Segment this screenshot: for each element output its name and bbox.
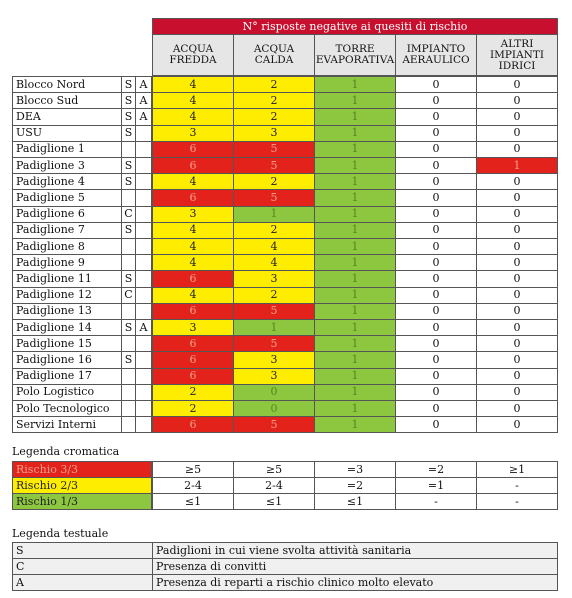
risk-value-cell: 1: [314, 92, 396, 109]
risk-value-cell: 1: [314, 270, 396, 287]
color-legend-threshold: -: [476, 477, 558, 494]
risk-value-cell: 0: [476, 92, 558, 109]
risk-value-cell: 0: [395, 76, 477, 93]
risk-value-cell: 0: [476, 222, 558, 239]
risk-value-cell: 6: [152, 189, 234, 206]
activity-code-s: [121, 400, 136, 417]
activity-code-a: A: [135, 92, 152, 109]
column-header-text: CALDA: [254, 54, 294, 66]
risk-value-cell: 0: [476, 319, 558, 336]
risk-value-cell: 3: [152, 319, 234, 336]
activity-code-s: [121, 238, 136, 255]
activity-code-s: [121, 303, 136, 320]
activity-code-a: [135, 335, 152, 352]
risk-value-cell: 0: [395, 287, 477, 304]
row-label: Blocco Sud: [12, 92, 122, 109]
color-legend-threshold: =2: [314, 477, 396, 494]
row-label: Padiglione 15: [12, 335, 122, 352]
risk-value-cell: 1: [314, 303, 396, 320]
column-header: [395, 34, 477, 76]
risk-value-cell: 0: [476, 303, 558, 320]
risk-value-cell: 1: [314, 238, 396, 255]
risk-value-cell: 0: [395, 400, 477, 417]
column-header-text: EVAPORATIVA: [315, 54, 395, 66]
activity-code-s: [121, 141, 136, 158]
risk-value-cell: 0: [395, 206, 477, 223]
risk-value-cell: 0: [476, 125, 558, 142]
activity-code-s: C: [121, 287, 136, 304]
activity-code-s: S: [121, 173, 136, 190]
row-label: Padiglione 7: [12, 222, 122, 239]
column-header-text: FREDDA: [169, 54, 217, 66]
main-title: N° risposte negative ai quesiti di rischio: [152, 18, 558, 35]
activity-code-s: S: [121, 125, 136, 142]
column-header-text: TORRE: [335, 43, 375, 55]
activity-code-s: [121, 335, 136, 352]
risk-value-cell: 3: [152, 206, 234, 223]
activity-code-s: S: [121, 222, 136, 239]
activity-code-a: [135, 238, 152, 255]
color-legend-label: Rischio 1/3: [12, 493, 152, 510]
row-label: Padiglione 1: [12, 141, 122, 158]
risk-value-cell: 4: [152, 76, 234, 93]
activity-code-s: S: [121, 319, 136, 336]
color-legend-threshold: -: [476, 493, 558, 510]
activity-code-a: [135, 351, 152, 368]
column-header-text: IDRICI: [498, 59, 536, 72]
risk-value-cell: 6: [152, 368, 234, 385]
risk-value-cell: 0: [476, 254, 558, 271]
color-legend-label: Rischio 2/3: [12, 477, 152, 494]
risk-value-cell: 2: [233, 287, 315, 304]
risk-value-cell: 3: [233, 368, 315, 385]
row-label: Blocco Nord: [12, 76, 122, 93]
risk-value-cell: 0: [395, 125, 477, 142]
column-header: [233, 34, 315, 76]
color-legend-threshold: =3: [314, 461, 396, 478]
risk-value-cell: 2: [152, 384, 234, 401]
risk-value-cell: 0: [476, 287, 558, 304]
risk-value-cell: 0: [476, 384, 558, 401]
risk-value-cell: 4: [152, 92, 234, 109]
column-header-text: ALTRI: [500, 37, 534, 50]
risk-value-cell: 3: [152, 125, 234, 142]
row-label: Padiglione 5: [12, 189, 122, 206]
risk-value-cell: 5: [233, 416, 315, 433]
risk-value-cell: 0: [395, 254, 477, 271]
activity-code-s: S: [121, 76, 136, 93]
risk-value-cell: 0: [395, 189, 477, 206]
column-header-text: AERAULICO: [402, 54, 470, 66]
risk-value-cell: 0: [476, 76, 558, 93]
activity-code-a: A: [135, 319, 152, 336]
risk-value-cell: 4: [152, 254, 234, 271]
color-legend-threshold: ≥5: [152, 461, 234, 478]
row-label: Servizi Interni: [12, 416, 122, 433]
risk-value-cell: 1: [314, 76, 396, 93]
color-legend-threshold: ≤1: [152, 493, 234, 510]
risk-value-cell: 0: [476, 173, 558, 190]
risk-value-cell: 1: [314, 335, 396, 352]
risk-value-cell: 1: [314, 141, 396, 158]
color-legend-threshold: ≤1: [233, 493, 315, 510]
risk-value-cell: 0: [476, 416, 558, 433]
color-legend-title: Legenda cromatica: [12, 445, 120, 458]
risk-value-cell: 4: [233, 254, 315, 271]
risk-value-cell: 2: [152, 400, 234, 417]
risk-value-cell: 0: [395, 108, 477, 125]
risk-value-cell: 1: [314, 416, 396, 433]
risk-value-cell: 0: [395, 157, 477, 174]
risk-value-cell: 0: [476, 189, 558, 206]
column-header: [476, 34, 558, 76]
row-label: DEA: [12, 108, 122, 125]
row-label: USU: [12, 125, 122, 142]
risk-value-cell: 0: [476, 270, 558, 287]
column-header-text: IMPIANTI: [489, 48, 545, 61]
row-label: Padiglione 11: [12, 270, 122, 287]
text-legend-description: Presenza di convitti: [152, 558, 558, 575]
risk-value-cell: 3: [233, 351, 315, 368]
activity-code-s: [121, 368, 136, 385]
risk-value-cell: 0: [395, 238, 477, 255]
activity-code-s: S: [121, 92, 136, 109]
row-label: Padiglione 9: [12, 254, 122, 271]
risk-value-cell: 5: [233, 189, 315, 206]
risk-value-cell: 1: [314, 173, 396, 190]
risk-value-cell: 2: [233, 108, 315, 125]
risk-value-cell: 0: [233, 400, 315, 417]
risk-value-cell: 4: [152, 108, 234, 125]
risk-value-cell: 4: [152, 173, 234, 190]
activity-code-a: [135, 416, 152, 433]
risk-value-cell: 6: [152, 416, 234, 433]
risk-value-cell: 6: [152, 303, 234, 320]
activity-code-s: [121, 416, 136, 433]
risk-value-cell: 2: [233, 92, 315, 109]
row-label: Padiglione 16: [12, 351, 122, 368]
risk-value-cell: 6: [152, 270, 234, 287]
risk-value-cell: 4: [233, 238, 315, 255]
risk-value-cell: 1: [314, 351, 396, 368]
risk-value-cell: 0: [395, 173, 477, 190]
risk-value-cell: 2: [233, 173, 315, 190]
activity-code-s: S: [121, 157, 136, 174]
risk-value-cell: 4: [152, 222, 234, 239]
risk-value-cell: 1: [314, 189, 396, 206]
activity-code-s: S: [121, 270, 136, 287]
risk-value-cell: 0: [395, 141, 477, 158]
risk-value-cell: 0: [395, 335, 477, 352]
risk-value-cell: 1: [314, 222, 396, 239]
risk-value-cell: 0: [395, 384, 477, 401]
activity-code-a: [135, 270, 152, 287]
column-header-text: ACQUA: [253, 43, 295, 55]
text-legend-description: Padiglioni in cui viene svolta attività sanitaria: [152, 542, 558, 559]
risk-value-cell: 1: [314, 384, 396, 401]
activity-code-a: [135, 368, 152, 385]
risk-value-cell: 6: [152, 157, 234, 174]
column-header-text: ACQUA: [172, 43, 214, 55]
activity-code-a: A: [135, 108, 152, 125]
risk-value-cell: 0: [476, 368, 558, 385]
row-label: Padiglione 13: [12, 303, 122, 320]
risk-value-cell: 5: [233, 141, 315, 158]
risk-value-cell: 1: [233, 319, 315, 336]
risk-value-cell: 1: [314, 157, 396, 174]
row-label: Padiglione 14: [12, 319, 122, 336]
color-legend-threshold: 2-4: [152, 477, 234, 494]
column-header: [314, 34, 396, 76]
risk-value-cell: 2: [233, 76, 315, 93]
text-legend-code: S: [12, 542, 153, 559]
activity-code-s: S: [121, 351, 136, 368]
activity-code-s: S: [121, 108, 136, 125]
activity-code-s: [121, 254, 136, 271]
activity-code-s: [121, 189, 136, 206]
row-label: Padiglione 4: [12, 173, 122, 190]
column-header-text: IMPIANTO: [406, 43, 466, 55]
risk-value-cell: 0: [395, 319, 477, 336]
risk-value-cell: 1: [314, 125, 396, 142]
color-legend-label: Rischio 3/3: [12, 461, 152, 478]
activity-code-s: C: [121, 206, 136, 223]
activity-code-a: [135, 141, 152, 158]
risk-value-cell: 1: [314, 319, 396, 336]
risk-value-cell: 0: [395, 351, 477, 368]
risk-value-cell: 1: [314, 287, 396, 304]
risk-value-cell: 6: [152, 351, 234, 368]
risk-value-cell: 1: [314, 108, 396, 125]
row-label: Padiglione 12: [12, 287, 122, 304]
activity-code-a: [135, 222, 152, 239]
risk-value-cell: 1: [314, 254, 396, 271]
text-legend-title: Legenda testuale: [12, 527, 109, 540]
risk-value-cell: 6: [152, 335, 234, 352]
risk-value-cell: 3: [233, 125, 315, 142]
risk-value-cell: 1: [476, 157, 558, 174]
risk-value-cell: 0: [233, 384, 315, 401]
activity-code-a: [135, 303, 152, 320]
risk-value-cell: 0: [476, 141, 558, 158]
row-label: Polo Logistico: [12, 384, 122, 401]
activity-code-a: [135, 173, 152, 190]
column-header: [152, 34, 234, 76]
risk-value-cell: 4: [152, 238, 234, 255]
text-legend-code: C: [12, 558, 153, 575]
row-label: Padiglione 6: [12, 206, 122, 223]
risk-value-cell: 0: [476, 335, 558, 352]
row-label: Padiglione 8: [12, 238, 122, 255]
risk-value-cell: 3: [233, 270, 315, 287]
risk-value-cell: 0: [395, 222, 477, 239]
risk-value-cell: 0: [395, 303, 477, 320]
risk-value-cell: 0: [395, 270, 477, 287]
risk-value-cell: 1: [314, 400, 396, 417]
color-legend-threshold: ≥5: [233, 461, 315, 478]
activity-code-a: [135, 189, 152, 206]
activity-code-a: A: [135, 76, 152, 93]
row-label: Padiglione 3: [12, 157, 122, 174]
activity-code-a: [135, 287, 152, 304]
activity-code-a: [135, 157, 152, 174]
color-legend-threshold: 2-4: [233, 477, 315, 494]
activity-code-a: [135, 254, 152, 271]
activity-code-a: [135, 206, 152, 223]
risk-value-cell: 0: [476, 206, 558, 223]
risk-value-cell: 0: [476, 351, 558, 368]
risk-value-cell: 5: [233, 157, 315, 174]
text-legend-description: Presenza di reparti a rischio clinico molto elevato: [152, 574, 558, 591]
risk-value-cell: 2: [233, 222, 315, 239]
activity-code-s: [121, 384, 136, 401]
risk-value-cell: 1: [233, 206, 315, 223]
color-legend-threshold: ≥1: [476, 461, 558, 478]
risk-value-cell: 0: [476, 108, 558, 125]
row-label: Padiglione 17: [12, 368, 122, 385]
row-label: Polo Tecnologico: [12, 400, 122, 417]
risk-value-cell: 0: [395, 92, 477, 109]
risk-value-cell: 1: [314, 368, 396, 385]
color-legend-threshold: =2: [395, 461, 477, 478]
color-legend-threshold: ≤1: [314, 493, 396, 510]
risk-value-cell: 0: [395, 368, 477, 385]
risk-value-cell: 0: [395, 416, 477, 433]
risk-value-cell: 5: [233, 303, 315, 320]
risk-value-cell: 5: [233, 335, 315, 352]
color-legend-threshold: -: [395, 493, 477, 510]
activity-code-a: [135, 125, 152, 142]
activity-code-a: [135, 400, 152, 417]
risk-value-cell: 0: [476, 238, 558, 255]
activity-code-a: [135, 384, 152, 401]
risk-value-cell: 0: [476, 400, 558, 417]
text-legend-code: A: [12, 574, 153, 591]
risk-value-cell: 6: [152, 141, 234, 158]
color-legend-threshold: =1: [395, 477, 477, 494]
risk-value-cell: 1: [314, 206, 396, 223]
risk-value-cell: 4: [152, 287, 234, 304]
